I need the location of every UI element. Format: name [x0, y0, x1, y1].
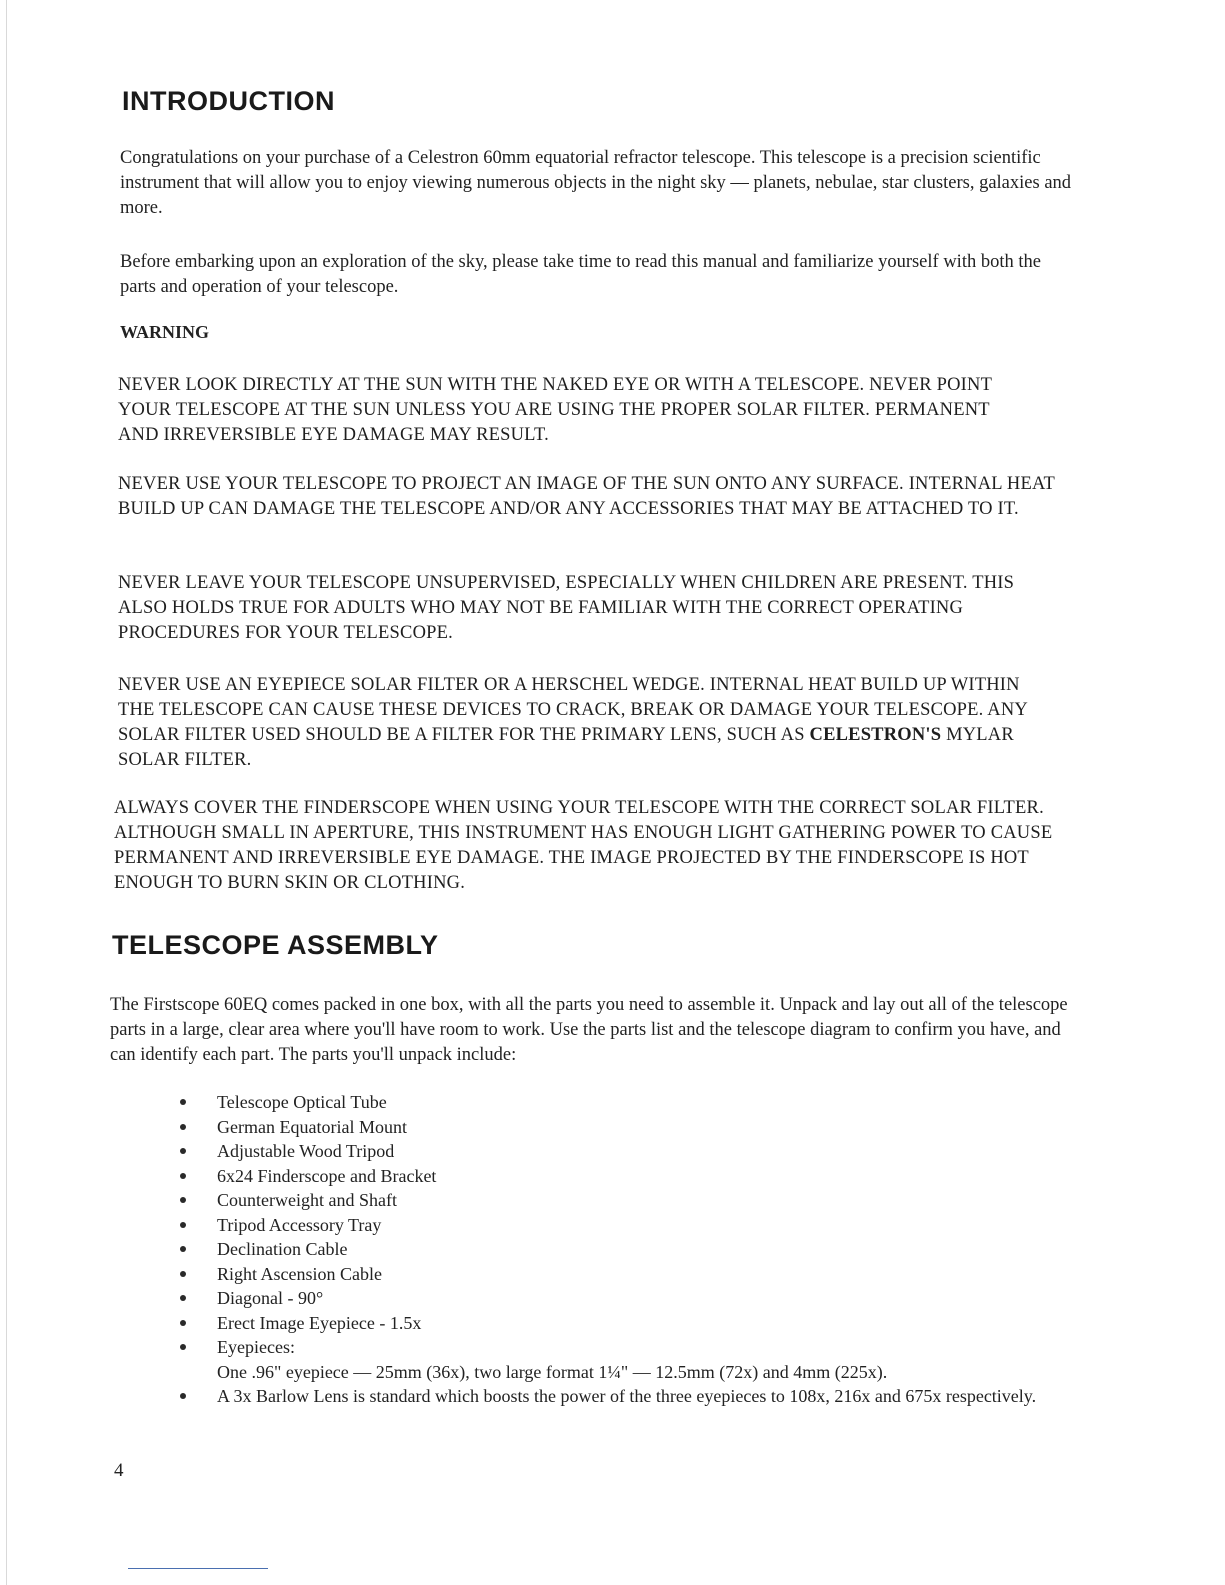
bullet-icon [180, 1099, 186, 1105]
list-item [170, 1188, 1070, 1213]
warning-p4-text-end: MYLAR SOLAR FILTER. [118, 725, 1014, 770]
warning-paragraph-projection: NEVER USE YOUR TELESCOPE TO PROJECT AN IMAGE OF THE SUN ONTO ANY SURFACE. INTERNAL HEAT BUILD UP CAN DAMAGE THE TELESCOPE AND/OR ANY ACCESSORIES THAT MAY BE ATTACHED TO IT. [118, 474, 1055, 519]
list-item [170, 1213, 1070, 1238]
bullet-icon [180, 1295, 186, 1301]
warning-title: WARNING [120, 322, 210, 342]
warning-paragraph-solar-filter [118, 673, 1053, 773]
parts-list [170, 1090, 1070, 1409]
list-item-label: Declination Cable [217, 1239, 348, 1259]
bullet-icon [180, 1271, 186, 1277]
list-item [170, 1286, 1070, 1311]
introduction-paragraph-1: Congratulations on your purchase of a Celestron 60mm equatorial refractor telescope. This telescope is a precision scientific instrument that will allow you to enjoy viewing numerous objects in the night sky — planets, nebulae, star clusters, galaxies and more. [120, 148, 1072, 218]
list-item [170, 1311, 1070, 1336]
warning-paragraph-finderscope: ALWAYS COVER THE FINDERSCOPE WHEN USING YOUR TELESCOPE WITH THE CORRECT SOLAR FILTER. ALTHOUGH SMALL IN APERTURE, THIS INSTRUMENT HAS ENOUGH LIGHT GATHERING POWER TO CAUSE PERMANENT AND IRREVERSIBLE EYE DAMAGE. THE IMAGE PROJECTED BY THE FINDERSCOPE IS HOT ENOUGH TO BURN SKIN OR CLOTHING. [114, 798, 1053, 893]
bullet-icon [180, 1222, 186, 1228]
list-item-label: Right Ascension Cable [217, 1263, 382, 1284]
eyepieces-detail: One .96" eyepiece — 25mm (36x), two large format 1¼" — 12.5mm (72x) and 4mm (225x). [217, 1361, 888, 1382]
list-item [170, 1384, 1070, 1409]
footnote-rule [128, 1568, 268, 1569]
list-item-label: Telescope Optical Tube [217, 1092, 387, 1112]
bullet-icon [180, 1344, 186, 1350]
list-item-label: Eyepieces: [217, 1337, 295, 1357]
assembly-paragraph: The Firstscope 60EQ comes packed in one box, with all the parts you need to assemble it. Unpack and lay out all of the telescope parts in a large, clear area where you'll have room to work. Use the parts list and the telescope diagram to confirm you have, and can identify each part. The parts you'll unpack include: [110, 995, 1068, 1065]
bullet-icon [180, 1148, 186, 1154]
list-item [170, 1164, 1070, 1189]
assembly-heading: TELESCOPE ASSEMBLY [112, 930, 439, 960]
list-item [170, 1237, 1070, 1262]
list-item-label: Erect Image Eyepiece - 1.5x [217, 1312, 422, 1333]
list-item [170, 1139, 1070, 1164]
list-item [170, 1090, 1070, 1115]
introduction-paragraph-2: Before embarking upon an exploration of the sky, please take time to read this manual and familiarize yourself with both the parts and operation of your telescope. [120, 252, 1041, 297]
list-item [170, 1335, 1070, 1384]
bullet-icon [180, 1320, 186, 1326]
list-item-label: German Equatorial Mount [217, 1116, 407, 1137]
list-item-label: Adjustable Wood Tripod [217, 1141, 395, 1161]
introduction-heading: INTRODUCTION [122, 86, 335, 116]
warning-p4-text: NEVER USE AN EYEPIECE SOLAR FILTER OR A HERSCHEL WEDGE. INTERNAL HEAT BUILD UP WITHIN THE TELESCOPE CAN CAUSE THESE DEVICES TO CRACK, BREAK OR DAMAGE YOUR TELESCOPE. ANY SOLAR FILTER USED SHOULD BE A FILTER FOR THE PRIMARY LENS, SUCH AS [118, 675, 1028, 745]
bullet-icon [180, 1393, 186, 1399]
list-item [170, 1262, 1070, 1287]
warning-paragraph-sun: NEVER LOOK DIRECTLY AT THE SUN WITH THE NAKED EYE OR WITH A TELESCOPE. NEVER POINT YOUR TELESCOPE AT THE SUN UNLESS YOU ARE USING THE PROPER SOLAR FILTER. PERMANENT AND IRREVERSIBLE EYE DAMAGE MAY RESULT. [118, 375, 992, 445]
bullet-icon [180, 1124, 186, 1130]
list-item-label: Counterweight and Shaft [217, 1190, 397, 1210]
page-number: 4 [114, 1460, 124, 1481]
bullet-icon [180, 1173, 186, 1179]
bullet-icon [180, 1246, 186, 1252]
page-edge-line [6, 0, 7, 1585]
list-item-label: 6x24 Finderscope and Bracket [217, 1165, 437, 1186]
list-item [170, 1115, 1070, 1140]
celestron-brand: CELESTRON'S [809, 725, 942, 745]
list-item-label: Tripod Accessory Tray [217, 1214, 382, 1235]
barlow-lens-item: A 3x Barlow Lens is standard which boosts the power of the three eyepieces to 108x, 216x and 675x respectively. [217, 1386, 1037, 1406]
warning-paragraph-supervision: NEVER LEAVE YOUR TELESCOPE UNSUPERVISED, ESPECIALLY WHEN CHILDREN ARE PRESENT. THIS ALSO HOLDS TRUE FOR ADULTS WHO MAY NOT BE FAMILIAR WITH THE CORRECT OPERATING PROCEDURES FOR YOUR TELESCOPE. [118, 573, 1015, 643]
bullet-icon [180, 1197, 186, 1203]
list-item-label: Diagonal - 90° [217, 1288, 324, 1308]
